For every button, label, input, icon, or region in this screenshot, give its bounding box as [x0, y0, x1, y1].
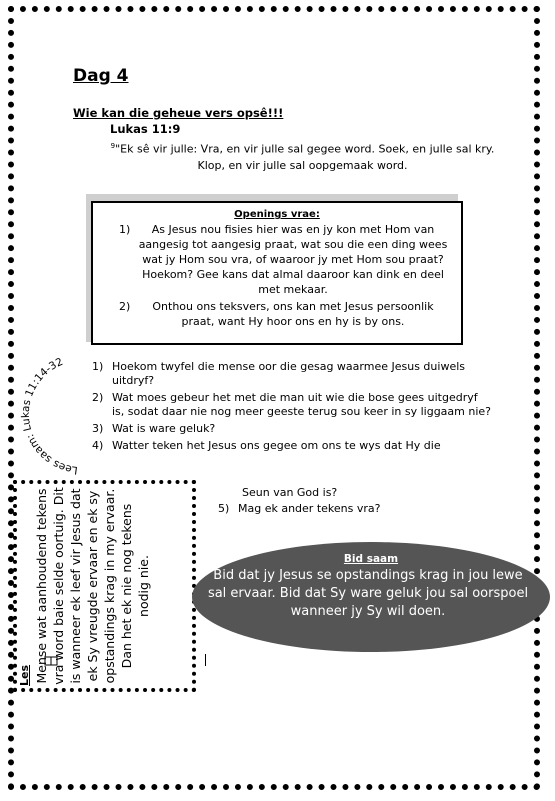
opening-item: [105, 222, 449, 297]
question-number: 5): [218, 502, 230, 515]
verse-number: 9: [110, 142, 116, 150]
opening-item-text: Onthou ons teksvers, ons kan met Jesus persoonlik praat, want Hy hoor ons en hy is by ons.: [152, 300, 434, 328]
lesson-text: Mense wat aanhoudend tekens vra word baie selde oortuig. Dit is wanneer ek leef vir Jesus dat ek Sy vreugde ervaar en ek sy opstandings krag in my ervaar. Dan het ek nie nog tekens nodig nie.: [34, 487, 151, 685]
question-item: [92, 391, 492, 419]
question-text: Wat is ware geluk?: [112, 422, 216, 435]
question-continuation: Seun van God is?: [242, 486, 338, 499]
question-number: 2): [92, 391, 104, 404]
opening-item-number: 1): [119, 223, 131, 236]
question-text: Wat moes gebeur het met die man uit wie die bose gees uitgedryf is, sodat daar nie nog meer geeste terug sou keer in sy liggaam nie?: [112, 391, 492, 418]
discussion-questions-continued: [218, 486, 468, 519]
pray-together-oval: [192, 542, 550, 652]
scripture-reference: Lukas 11:9: [110, 122, 181, 136]
question-text: Hoekom twyfel die mense oor die gesag waarmee Jesus duiwels uitdryf?: [112, 360, 465, 387]
bible-reading-label: Lees saam: Lukas 11:14-32: [19, 355, 79, 477]
question-number: 4): [92, 439, 104, 452]
verse-text: "Ek sê vir julle: Vra, en vir julle sal gegee word. Soek, en julle sal kry. Klop, en vir julle sal oopgemaak word.: [115, 142, 495, 172]
opening-item-text: As Jesus nou fisies hier was en jy kon met Hom van aangesig tot aangesig praat, wat sou die een ding wees wat jy Hom sou vra, of waaroor jy met Hom sou praat? Hoekom? Gee kans dat almal daaroor kan dink en deel met mekaar.: [138, 223, 448, 296]
discussion-questions: [92, 360, 492, 456]
opening-item-number: 2): [119, 300, 131, 313]
question-number: 1): [92, 360, 104, 373]
question-item: [92, 360, 492, 388]
memory-verse: [110, 138, 495, 174]
text-cursor: [205, 654, 206, 666]
opening-list: [105, 222, 449, 329]
question-text: Watter teken het Jesus ons gegee om ons te wys dat Hy die: [112, 439, 441, 452]
memory-verse-heading: Wie kan die geheue vers opsê!!!: [73, 106, 284, 120]
question-item: [92, 439, 492, 453]
opening-title: Openings vrae:: [234, 209, 320, 220]
question-text: Mag ek ander tekens vra?: [238, 502, 381, 515]
question-item: [218, 502, 468, 516]
book-icon: [44, 656, 58, 666]
pray-text: Bid dat jy Jesus se opstandings krag in jou lewe sal ervaar. Bid dat Sy ware geluk jou sal oorspoel wanneer jy Sy wil doen.: [207, 568, 529, 619]
opening-questions-box: [91, 201, 463, 345]
question-number: 3): [92, 422, 104, 435]
pray-title: Bid saam: [343, 553, 399, 565]
day-title: Dag 4: [73, 66, 129, 86]
question-item: [92, 422, 492, 436]
lesson-title: Les: [18, 664, 31, 686]
opening-item: [105, 299, 449, 329]
